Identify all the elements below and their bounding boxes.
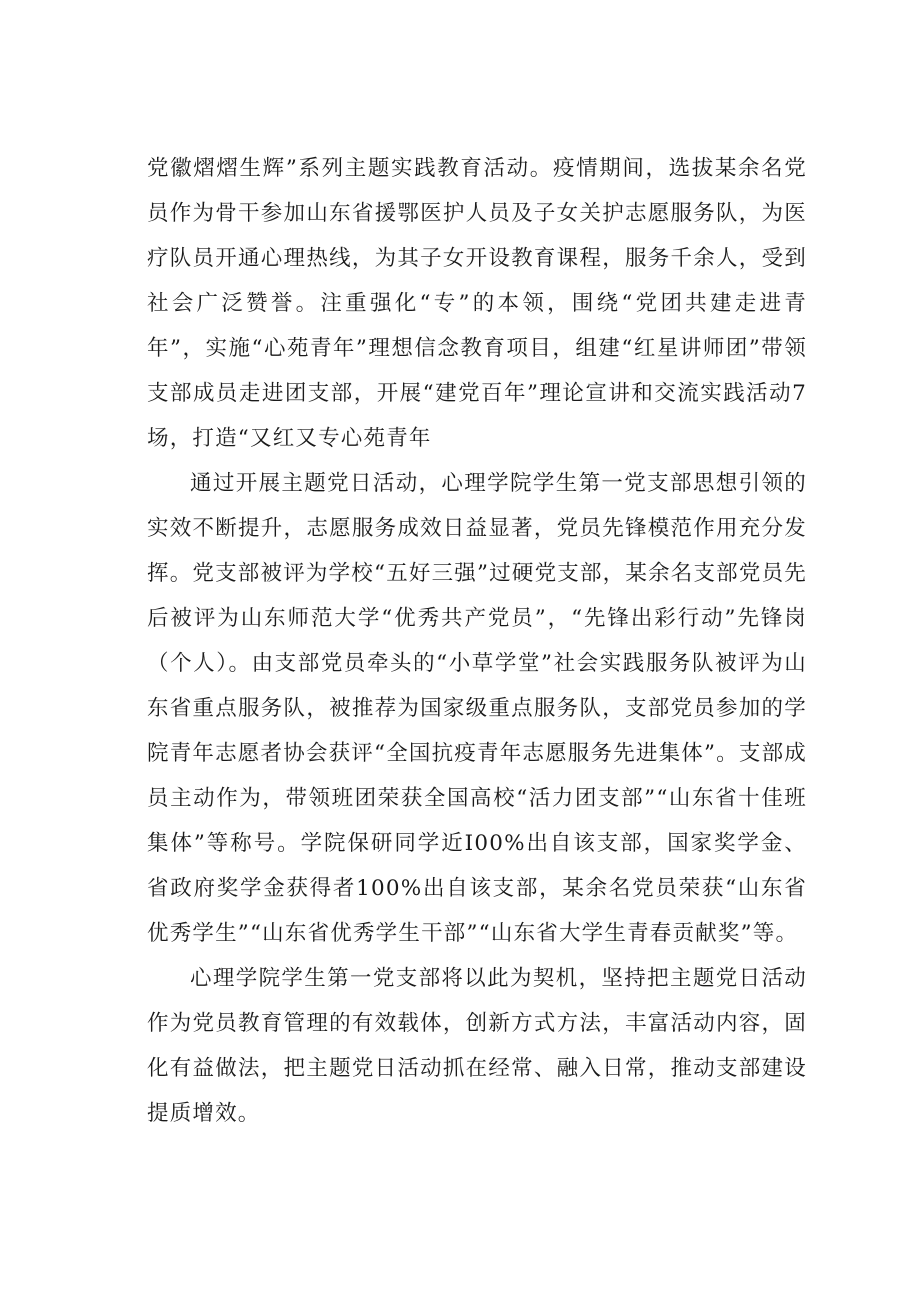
body-text: [147, 146, 807, 1136]
paragraph-continued: 党徽熠熠生辉”系列主题实践教育活动。疫情期间，选拔某余名党员作为骨干参加山东省援鄂医护人员及子女关护志愿服务队，为医疗队员开通心理热线，为其子女开设教育课程，服务千余人，受到社会广泛赞誉。注重强化“专”的本领，围绕“党团共建走进青年”，实施“心苑青年”理想信念教育项目，组建“红星讲师团”带领支部成员走进团支部，开展“建党百年”理论宣讲和交流实践活动7场，打造“又红又专心苑青年: [147, 156, 807, 451]
paragraph-conclusion: 心理学院学生第一党支部将以此为契机，坚持把主题党日活动作为党员教育管理的有效载体，创新方式方法，丰富活动内容，固化有益做法，把主题党日活动抓在经常、融入日常，推动支部建设提质增效。: [147, 966, 807, 1126]
paragraph-results: 通过开展主题党日活动，心理学院学生第一党支部思想引领的实效不断提升，志愿服务成效日益显著，党员先锋模范作用充分发挥。党支部被评为学校“五好三强”过硬党支部，某余名支部党员先后被评为山东师范大学“优秀共产党员”，“先锋出彩行动”先锋岗（个人）。由支部党员牵头的“小草学堂”社会实践服务队被评为山东省重点服务队，被推荐为国家级重点服务队，支部党员参加的学院青年志愿者协会获评“全国抗疫青年志愿服务先进集体”。支部成员主动作为，带领班团荣获全国高校“活力团支部”“山东省十佳班集体”等称号。学院保研同学近I00%出自该支部，国家奖学金、省政府奖学金获得者100%出自该支部，某余名党员荣获“山东省优秀学生”“山东省优秀学生干部”“山东省大学生青春贡献奖”等。: [147, 471, 807, 946]
